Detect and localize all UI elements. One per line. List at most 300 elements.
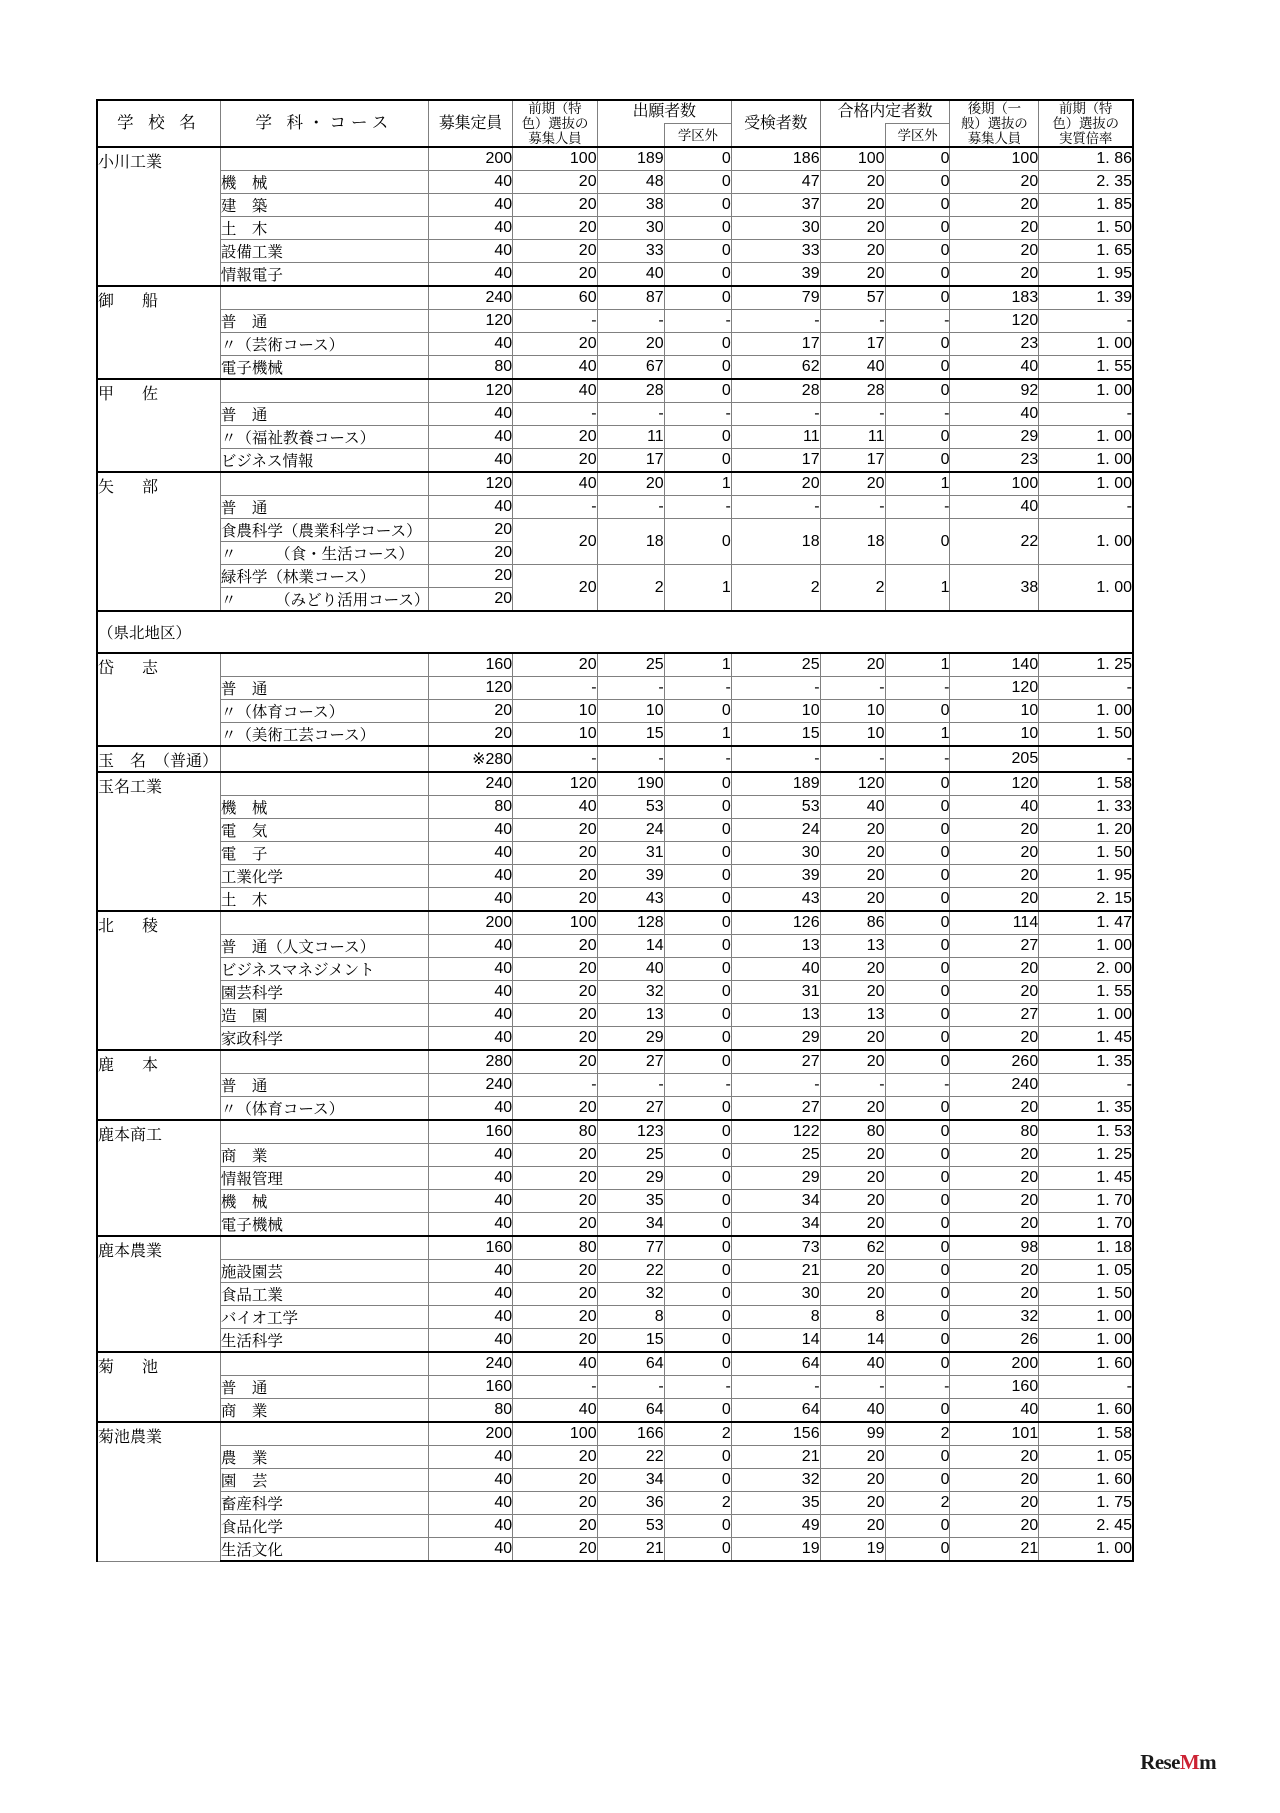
table-row (97, 1027, 1133, 1051)
course-empty-cell (220, 1236, 428, 1260)
applicants-cell: 67 (597, 356, 664, 380)
examinees-cell: - (731, 1376, 820, 1399)
kouki-quota-cell: 260 (950, 1050, 1039, 1074)
zenki-quota-cell: 20 (513, 1050, 597, 1074)
applicants-out-cell: 0 (664, 1260, 731, 1283)
applicants-cell: 40 (597, 958, 664, 981)
kouki-quota-cell: 160 (950, 1376, 1039, 1399)
pass-cell: 99 (820, 1422, 885, 1446)
applicants-out-cell: 0 (664, 1190, 731, 1213)
applicants-out-cell: 0 (664, 1446, 731, 1469)
ratio-cell: 1. 20 (1039, 819, 1133, 842)
pass-out-cell: 1 (885, 723, 950, 747)
table-header (97, 100, 1133, 147)
applicants-out-cell: 0 (664, 240, 731, 263)
pass-cell: 86 (820, 911, 885, 935)
capacity-cell: 120 (428, 379, 512, 403)
kouki-quota-cell: 40 (950, 403, 1039, 426)
applicants-out-cell: 1 (664, 653, 731, 677)
pass-cell: 20 (820, 1167, 885, 1190)
course-name-cell: 普 通 (220, 1074, 428, 1097)
ratio-cell: 2. 45 (1039, 1515, 1133, 1538)
examinees-cell: 28 (731, 379, 820, 403)
applicants-out-cell: - (664, 403, 731, 426)
applicants-cell: 128 (597, 911, 664, 935)
examinees-cell: 39 (731, 865, 820, 888)
table-row (97, 865, 1133, 888)
table-row (97, 796, 1133, 819)
zenki-quota-cell: 20 (513, 1306, 597, 1329)
pass-out-cell: 0 (885, 1538, 950, 1562)
course-name-cell: 〃 （食・生活コース） (220, 542, 428, 565)
capacity-cell: 240 (428, 1074, 512, 1097)
kouki-quota-cell: 10 (950, 700, 1039, 723)
ratio-cell: 1. 50 (1039, 217, 1133, 240)
ratio-cell: 1. 00 (1039, 426, 1133, 449)
capacity-cell: 40 (428, 865, 512, 888)
applicants-cell: 10 (597, 700, 664, 723)
course-empty-cell (220, 1352, 428, 1376)
zenki-quota-cell: 80 (513, 1236, 597, 1260)
course-name-cell: 設備工業 (220, 240, 428, 263)
ratio-cell: 1. 05 (1039, 1446, 1133, 1469)
pass-out-cell: - (885, 310, 950, 333)
course-name-cell: 機 械 (220, 171, 428, 194)
applicants-cell: 64 (597, 1352, 664, 1376)
table-row (97, 194, 1133, 217)
applicants-cell: - (597, 1376, 664, 1399)
applicants-cell: 20 (597, 472, 664, 496)
zenki-quota-cell: 20 (513, 1097, 597, 1121)
applicants-cell: - (597, 677, 664, 700)
table-row (97, 333, 1133, 356)
header-zenki-quota (513, 100, 597, 147)
capacity-cell: 40 (428, 1446, 512, 1469)
pass-cell: 10 (820, 700, 885, 723)
pass-out-cell: 0 (885, 772, 950, 796)
course-name-cell: 普 通 (220, 403, 428, 426)
capacity-cell: 40 (428, 1027, 512, 1051)
capacity-cell: 200 (428, 911, 512, 935)
course-empty-cell (220, 653, 428, 677)
zenki-quota-cell: - (513, 496, 597, 519)
examinees-cell: - (731, 310, 820, 333)
applicants-cell: 24 (597, 819, 664, 842)
header-pass-spacer (820, 124, 885, 148)
examinees-cell: 21 (731, 1260, 820, 1283)
applicants-cell: 25 (597, 653, 664, 677)
capacity-cell: 240 (428, 286, 512, 310)
pass-cell: 20 (820, 1260, 885, 1283)
kouki-quota-cell: 100 (950, 472, 1039, 496)
table-row (97, 1376, 1133, 1399)
examinees-cell: 53 (731, 796, 820, 819)
applicants-cell: 8 (597, 1306, 664, 1329)
examinees-cell: 31 (731, 981, 820, 1004)
course-empty-cell (220, 286, 428, 310)
table-row (97, 888, 1133, 912)
header-examinees: 受検者数 (731, 100, 820, 147)
school-name-cell: 鹿 本 (97, 1050, 220, 1120)
examinees-cell: 14 (731, 1329, 820, 1353)
ratio-cell: 1. 35 (1039, 1097, 1133, 1121)
applicants-out-cell: 0 (664, 356, 731, 380)
examinees-cell: - (731, 403, 820, 426)
ratio-cell: 1. 45 (1039, 1167, 1133, 1190)
ratio-cell: 1. 85 (1039, 194, 1133, 217)
capacity-cell: 280 (428, 1050, 512, 1074)
course-name-cell: ビジネス情報 (220, 449, 428, 473)
header-zenki-quota-l1: 前期（特 (528, 101, 582, 116)
applicants-out-cell: 0 (664, 1144, 731, 1167)
capacity-cell: 40 (428, 1167, 512, 1190)
zenki-quota-cell: - (513, 1376, 597, 1399)
kouki-quota-cell: 26 (950, 1329, 1039, 1353)
applicants-out-cell: 0 (664, 426, 731, 449)
capacity-cell: 80 (428, 796, 512, 819)
ratio-cell: 1. 58 (1039, 1422, 1133, 1446)
kouki-quota-cell: 140 (950, 653, 1039, 677)
course-name-cell: 農 業 (220, 1446, 428, 1469)
table-row (97, 240, 1133, 263)
pass-cell: 19 (820, 1538, 885, 1562)
examinees-cell: 73 (731, 1236, 820, 1260)
examinees-cell: 27 (731, 1097, 820, 1121)
capacity-cell: 160 (428, 653, 512, 677)
capacity-cell: 40 (428, 935, 512, 958)
header-kouki-quota-l1: 後期（一 (967, 101, 1021, 116)
applicants-out-cell: 0 (664, 263, 731, 287)
kouki-quota-cell: 23 (950, 333, 1039, 356)
table-row (97, 426, 1133, 449)
capacity-cell: 40 (428, 1329, 512, 1353)
table-row (97, 171, 1133, 194)
table-row (97, 981, 1133, 1004)
course-name-cell: 商 業 (220, 1144, 428, 1167)
ratio-cell: 1. 00 (1039, 565, 1133, 612)
ratio-cell: 1. 60 (1039, 1469, 1133, 1492)
zenki-quota-cell: 20 (513, 1283, 597, 1306)
admissions-statistics-page (96, 99, 1134, 1562)
pass-cell: 120 (820, 772, 885, 796)
applicants-out-cell: 0 (664, 1515, 731, 1538)
zenki-quota-cell: 20 (513, 819, 597, 842)
zenki-quota-cell: 10 (513, 700, 597, 723)
course-empty-cell (220, 379, 428, 403)
examinees-cell: 33 (731, 240, 820, 263)
pass-cell: 40 (820, 356, 885, 380)
applicants-out-cell: 0 (664, 935, 731, 958)
zenki-quota-cell: 20 (513, 1027, 597, 1051)
ratio-cell: 1. 00 (1039, 333, 1133, 356)
kouki-quota-cell: 100 (950, 147, 1039, 171)
ratio-cell: 1. 50 (1039, 1283, 1133, 1306)
zenki-quota-cell: - (513, 746, 597, 772)
pass-cell: 10 (820, 723, 885, 747)
table-row (97, 958, 1133, 981)
applicants-cell: 11 (597, 426, 664, 449)
table-row (97, 842, 1133, 865)
applicants-out-cell: 2 (664, 1422, 731, 1446)
examinees-cell: 11 (731, 426, 820, 449)
pass-cell: 20 (820, 263, 885, 287)
kouki-quota-cell: 20 (950, 842, 1039, 865)
capacity-cell: 40 (428, 1515, 512, 1538)
applicants-out-cell: 0 (664, 1329, 731, 1353)
pass-out-cell: 0 (885, 1306, 950, 1329)
kouki-quota-cell: 20 (950, 888, 1039, 912)
kouki-quota-cell: 20 (950, 194, 1039, 217)
applicants-cell: 48 (597, 171, 664, 194)
table-row (97, 1306, 1133, 1329)
course-name-cell: 〃（福祉教養コース） (220, 426, 428, 449)
examinees-cell: 64 (731, 1352, 820, 1376)
school-name-cell: 小川工業 (97, 147, 220, 286)
kouki-quota-cell: 101 (950, 1422, 1039, 1446)
zenki-quota-cell: 40 (513, 472, 597, 496)
ratio-cell: 1. 00 (1039, 700, 1133, 723)
capacity-cell: 20 (428, 588, 512, 612)
kouki-quota-cell: 120 (950, 772, 1039, 796)
examinees-cell: 17 (731, 333, 820, 356)
kouki-quota-cell: 27 (950, 1004, 1039, 1027)
ratio-cell: 1. 65 (1039, 240, 1133, 263)
table-row (97, 1399, 1133, 1423)
pass-out-cell: 0 (885, 1120, 950, 1144)
examinees-cell: - (731, 1074, 820, 1097)
examinees-cell: 62 (731, 356, 820, 380)
zenki-quota-cell: 20 (513, 958, 597, 981)
ratio-cell: 1. 75 (1039, 1492, 1133, 1515)
pass-out-cell: - (885, 403, 950, 426)
table-row (97, 310, 1133, 333)
zenki-quota-cell: 20 (513, 1538, 597, 1562)
table-row (97, 1422, 1133, 1446)
kouki-quota-cell: 20 (950, 1492, 1039, 1515)
ratio-cell: 1. 58 (1039, 772, 1133, 796)
examinees-cell: 20 (731, 472, 820, 496)
table-row (97, 677, 1133, 700)
table-row (97, 472, 1133, 496)
header-ratio-l1: 前期（特 (1059, 101, 1113, 116)
course-name-cell: 〃（芸術コース） (220, 333, 428, 356)
applicants-cell: 36 (597, 1492, 664, 1515)
ratio-cell: 1. 25 (1039, 1144, 1133, 1167)
examinees-cell: - (731, 496, 820, 519)
pass-out-cell: 0 (885, 449, 950, 473)
table-row (97, 1213, 1133, 1237)
table-row (97, 1050, 1133, 1074)
table-row (97, 746, 1133, 772)
applicants-cell: 87 (597, 286, 664, 310)
zenki-quota-cell: 40 (513, 356, 597, 380)
kouki-quota-cell: 20 (950, 1213, 1039, 1237)
capacity-cell: 40 (428, 171, 512, 194)
applicants-out-cell: - (664, 746, 731, 772)
zenki-quota-cell: 20 (513, 1515, 597, 1538)
applicants-out-cell: 0 (664, 981, 731, 1004)
kouki-quota-cell: 92 (950, 379, 1039, 403)
pass-out-cell: 0 (885, 1236, 950, 1260)
applicants-out-cell: 0 (664, 796, 731, 819)
zenki-quota-cell: 20 (513, 935, 597, 958)
zenki-quota-cell: 100 (513, 1422, 597, 1446)
school-name-cell: 甲 佐 (97, 379, 220, 472)
pass-out-cell: 0 (885, 217, 950, 240)
ratio-cell: 1. 55 (1039, 356, 1133, 380)
applicants-cell: 14 (597, 935, 664, 958)
examinees-cell: 37 (731, 194, 820, 217)
zenki-quota-cell: 40 (513, 796, 597, 819)
kouki-quota-cell: 20 (950, 1260, 1039, 1283)
ratio-cell: - (1039, 1376, 1133, 1399)
applicants-out-cell: 0 (664, 1352, 731, 1376)
pass-out-cell: 0 (885, 842, 950, 865)
pass-out-cell: 2 (885, 1492, 950, 1515)
ratio-cell: 2. 00 (1039, 958, 1133, 981)
applicants-out-cell: 0 (664, 379, 731, 403)
capacity-cell: 20 (428, 565, 512, 588)
applicants-out-cell: 0 (664, 1050, 731, 1074)
applicants-out-cell: 1 (664, 472, 731, 496)
pass-cell: 2 (820, 565, 885, 612)
applicants-out-cell: 0 (664, 819, 731, 842)
ratio-cell: 1. 86 (1039, 147, 1133, 171)
watermark-part1: Rese (1140, 1750, 1180, 1774)
examinees-cell: 13 (731, 1004, 820, 1027)
ratio-cell: 1. 70 (1039, 1213, 1133, 1237)
examinees-cell: 19 (731, 1538, 820, 1562)
ratio-cell: 1. 35 (1039, 1050, 1133, 1074)
pass-cell: 17 (820, 449, 885, 473)
kouki-quota-cell: 20 (950, 263, 1039, 287)
course-name-cell: 商 業 (220, 1399, 428, 1423)
pass-cell: 20 (820, 1190, 885, 1213)
applicants-cell: 34 (597, 1213, 664, 1237)
applicants-cell: 13 (597, 1004, 664, 1027)
zenki-quota-cell: 20 (513, 888, 597, 912)
applicants-out-cell: 0 (664, 1306, 731, 1329)
table-row (97, 565, 1133, 588)
kouki-quota-cell: 20 (950, 1190, 1039, 1213)
capacity-cell: 40 (428, 496, 512, 519)
applicants-cell: 21 (597, 1538, 664, 1562)
pass-cell: 20 (820, 472, 885, 496)
applicants-cell: 77 (597, 1236, 664, 1260)
examinees-cell: 126 (731, 911, 820, 935)
pass-out-cell: 0 (885, 1144, 950, 1167)
zenki-quota-cell: 20 (513, 217, 597, 240)
table-row (97, 1469, 1133, 1492)
pass-cell: - (820, 746, 885, 772)
kouki-quota-cell: 20 (950, 819, 1039, 842)
ratio-cell: 1. 00 (1039, 519, 1133, 565)
table-row (97, 1074, 1133, 1097)
table-row (97, 449, 1133, 473)
zenki-quota-cell: 20 (513, 1446, 597, 1469)
applicants-cell: - (597, 310, 664, 333)
examinees-cell: 30 (731, 842, 820, 865)
header-capacity: 募集定員 (428, 100, 512, 147)
table-row (97, 1260, 1133, 1283)
pass-cell: - (820, 310, 885, 333)
pass-cell: 20 (820, 240, 885, 263)
pass-cell: 28 (820, 379, 885, 403)
table-body (97, 147, 1133, 1561)
capacity-cell: 40 (428, 1004, 512, 1027)
header-ratio-l2: 色）選抜の (1052, 116, 1119, 132)
pass-cell: 80 (820, 1120, 885, 1144)
pass-cell: 40 (820, 1399, 885, 1423)
applicants-out-cell: 0 (664, 1120, 731, 1144)
pass-cell: 20 (820, 194, 885, 217)
kouki-quota-cell: 20 (950, 865, 1039, 888)
capacity-cell: 160 (428, 1236, 512, 1260)
ratio-cell: 1. 95 (1039, 263, 1133, 287)
table-row (97, 1538, 1133, 1562)
ratio-cell: 1. 00 (1039, 379, 1133, 403)
pass-out-cell: 0 (885, 333, 950, 356)
examinees-cell: - (731, 746, 820, 772)
pass-out-cell: 0 (885, 700, 950, 723)
examinees-cell: 25 (731, 653, 820, 677)
applicants-cell: 31 (597, 842, 664, 865)
pass-out-cell: 0 (885, 865, 950, 888)
pass-out-cell: 0 (885, 263, 950, 287)
zenki-quota-cell: 20 (513, 426, 597, 449)
applicants-cell: 15 (597, 1329, 664, 1353)
header-ratio-l3: 実質倍率 (1059, 131, 1113, 147)
ratio-cell: - (1039, 746, 1133, 772)
zenki-quota-cell: 20 (513, 981, 597, 1004)
capacity-cell: 160 (428, 1376, 512, 1399)
ratio-cell: 1. 25 (1039, 653, 1133, 677)
pass-out-cell: 0 (885, 1097, 950, 1121)
applicants-cell: 38 (597, 194, 664, 217)
pass-cell: 20 (820, 1144, 885, 1167)
pass-cell: - (820, 677, 885, 700)
applicants-out-cell: 0 (664, 865, 731, 888)
school-name-cell: 菊 池 (97, 1352, 220, 1422)
pass-cell: 100 (820, 147, 885, 171)
pass-out-cell: 0 (885, 1283, 950, 1306)
course-name-cell: 生活科学 (220, 1329, 428, 1353)
applicants-cell: 32 (597, 1283, 664, 1306)
examinees-cell: 47 (731, 171, 820, 194)
applicants-cell: 53 (597, 1515, 664, 1538)
course-name-cell: 普 通 (220, 496, 428, 519)
ratio-cell: 1. 55 (1039, 981, 1133, 1004)
table-row (97, 723, 1133, 747)
applicants-out-cell: 2 (664, 1492, 731, 1515)
applicants-cell: 29 (597, 1027, 664, 1051)
course-empty-cell (220, 147, 428, 171)
header-provisional-pass: 合格内定者数 (820, 100, 950, 124)
applicants-cell: 17 (597, 449, 664, 473)
examinees-cell: 32 (731, 1469, 820, 1492)
ratio-cell: 1. 00 (1039, 1004, 1133, 1027)
examinees-cell: 156 (731, 1422, 820, 1446)
ratio-cell: - (1039, 310, 1133, 333)
examinees-cell: 8 (731, 1306, 820, 1329)
capacity-cell: 40 (428, 263, 512, 287)
school-name-cell: 鹿本商工 (97, 1120, 220, 1236)
capacity-cell: 40 (428, 842, 512, 865)
zenki-quota-cell: - (513, 1074, 597, 1097)
examinees-cell: 35 (731, 1492, 820, 1515)
examinees-cell: 49 (731, 1515, 820, 1538)
capacity-cell: 240 (428, 1352, 512, 1376)
